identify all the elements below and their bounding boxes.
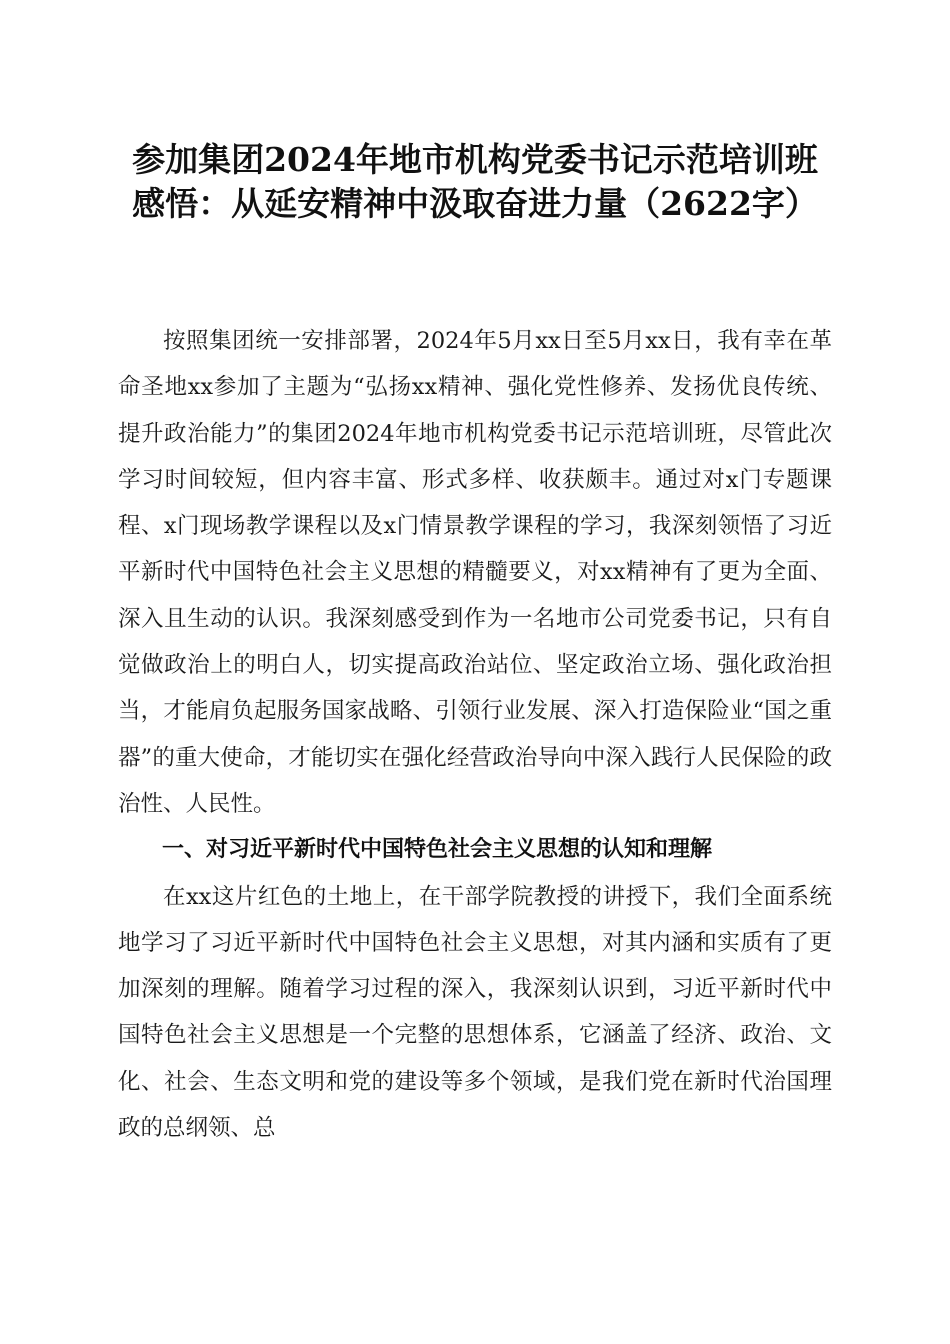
intro-paragraph: 按照集团统一安排部署，2024年5月xx日至5月xx日，我有幸在革命圣地xx参加了主题为“弘扬xx精神、强化党性修养、发扬优良传统、提升政治能力”的集团2024年地市机构党委书记示范培训班，尽管此次学习时间较短，但内容丰富、形式多样、收获颇丰。通过对x门专题课程、x门现场教学课程以及x门情景教学课程的学习，我深刻领悟了习近平新时代中国特色社会主义思想的精髓要义，对xx精神有了更为全面、深入且生动的认识。我深刻感受到作为一名地市公司党委书记，只有自觉做政治上的明白人，切实提高政治站位、坚定政治立场、强化政治担当，才能肩负起服务国家战略、引领行业发展、深入打造保险业“国之重器”的重大使命，才能切实在强化经营政治导向中深入践行人民保险的政治性、人民性。 [118,328,832,817]
document-body [118,318,832,1151]
document-title: 参加集团2024年地市机构党委书记示范培训班感悟：从延安精神中汲取奋进力量（2622字） [132,140,818,223]
section-paragraph: 在xx这片红色的土地上，在干部学院教授的讲授下，我们全面系统地学习了习近平新时代中国特色社会主义思想，对其内涵和实质有了更加深刻的理解。随着学习过程的深入，我深刻认识到，习近平新时代中国特色社会主义思想是一个完整的思想体系，它涵盖了经济、政治、文化、社会、生态文明和党的建设等多个领域，是我们党在新时代治国理政的总纲领、总 [118,883,832,1142]
section-heading: 一、对习近平新时代中国特色社会主义思想的认知和理解 [162,837,713,863]
